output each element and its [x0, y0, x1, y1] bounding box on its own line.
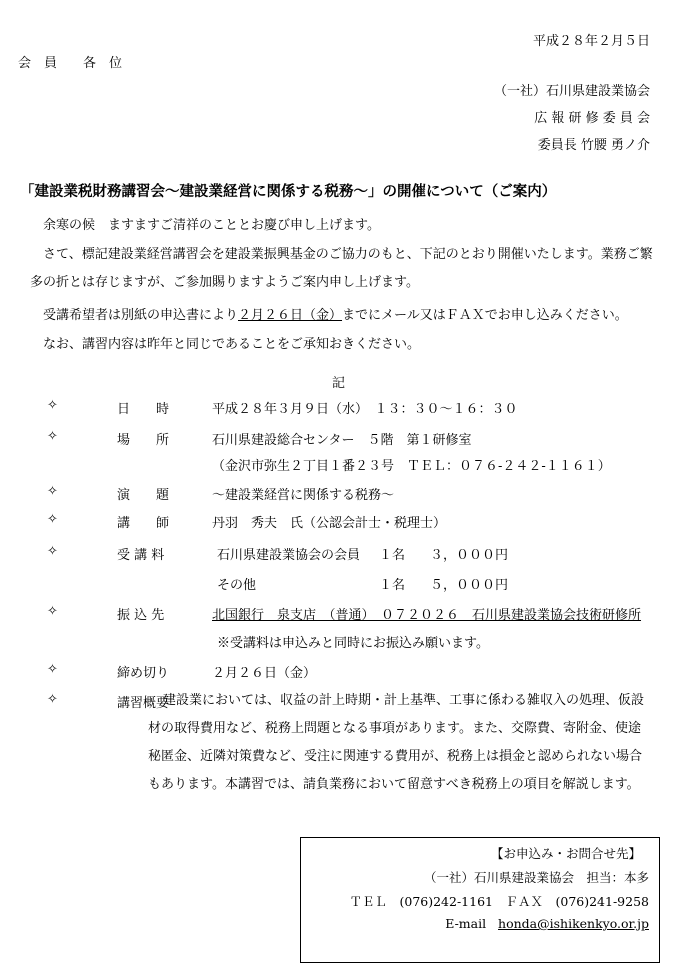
fee-member-count: １名: [379, 548, 406, 563]
email-link[interactable]: honda@ishikenkyo.or.jp: [498, 916, 649, 931]
bullet-icon: ✧: [47, 604, 58, 619]
lecturer-value: 丹羽 秀夫 氏（公認会計士・税理士）: [212, 516, 447, 531]
place-label: 場 所: [117, 433, 170, 448]
fee-label: 受 講 料: [117, 548, 165, 563]
bullet-icon: ✧: [47, 512, 58, 527]
bank-note: ※受講料は申込みと同時にお振込み願います。: [217, 636, 489, 651]
bullet-icon: ✧: [47, 484, 58, 499]
deadline-value: ２月２６日（金）: [212, 666, 317, 681]
contact-phone-fax: ＴＥＬ (076)242-1161 ＦＡＸ (076)241-9258: [349, 894, 649, 909]
row-lecturer: [47, 512, 447, 531]
datetime-value: 平成２８年３月９日（水） １３：３０～１６：３０: [212, 402, 518, 417]
row-fee-member: [47, 544, 509, 563]
row-bank: [47, 604, 642, 623]
application-paragraph: [30, 302, 655, 330]
fee-other-label: その他: [217, 578, 257, 593]
application-deadline: ２月２６日（金）: [238, 308, 343, 323]
contact-email-line: [445, 916, 649, 931]
bank-value: 北国銀行 泉支店 （普通） ０７２０２６ 石川県建設業協会技術研修所: [212, 608, 642, 623]
datetime-label: 日 時: [117, 402, 170, 417]
bullet-icon: ✧: [47, 429, 58, 444]
lecturer-label: 講 師: [117, 516, 170, 531]
contact-box: [300, 837, 660, 963]
ki-heading: 記: [332, 376, 346, 391]
recipient: 会 員 各 位: [18, 56, 123, 71]
fee-member-price: ３，０００円: [430, 548, 509, 563]
application-text-before: 受講希望者は別紙の申込書により: [43, 308, 239, 323]
row-overview: [47, 692, 170, 711]
overview-text: 建設業においては、収益の計上時期・計上基準、工事に係わる雑収入の処理、仮設材の取得費用など、税務上問題となる事項があります。また、交際費、寄附金、使途秘匿金、近隣対策費など、受注に関連する費用が、税務上は損金と認められない場合もあります。本講習では、請負業務において留意すべき税務上の項目を解説します。: [148, 693, 645, 792]
sender-chair: 委員長 竹腰 勇ノ介: [537, 138, 650, 153]
bullet-icon: ✧: [47, 692, 58, 707]
bullet-icon: ✧: [47, 398, 58, 413]
contact-org: （一社）石川県建設業協会 担当：本多: [423, 870, 649, 885]
place-value: 石川県建設総合センター ５階 第１研修室: [212, 433, 472, 448]
bullet-icon: ✧: [47, 544, 58, 559]
fee-other-count: １名: [379, 578, 406, 593]
fee-member-label: 石川県建設業協会の会員: [217, 548, 361, 563]
row-place: [47, 429, 472, 448]
intro-paragraph: さて、標記建設業経営講習会を建設業振興基金のご協力のもと、下記のとおり開催いたします。業務ご繁多の折とは存じますが、ご参加賜りますようご案内申し上げます。: [30, 247, 653, 290]
topic-label: 演 題: [117, 488, 170, 503]
deadline-label: 締め切り: [117, 666, 170, 681]
row-topic: [47, 484, 395, 503]
bank-label: 振 込 先: [117, 608, 165, 623]
fee-other-price: ５，０００円: [430, 578, 509, 593]
page-title: 「建設業税財務講習会～建設業経営に関係する税務～」の開催について（ご案内）: [20, 184, 557, 200]
topic-value: ～建設業経営に関係する税務～: [212, 488, 395, 503]
overview-label: 講習概要: [117, 696, 170, 711]
sender-committee: 広 報 研 修 委 員 会: [534, 111, 650, 126]
email-label: E-mail: [445, 916, 487, 931]
row-datetime: [47, 398, 518, 417]
application-text-after: までにメール又はＦＡＸでお申し込みください。: [342, 308, 628, 323]
sender-org: （一社）石川県建設業協会: [493, 84, 650, 99]
greeting-paragraph: 余寒の候 ますますご清祥のこととお慶び申し上げます。: [43, 218, 380, 233]
bullet-icon: ✧: [47, 662, 58, 677]
place-address: （金沢市弥生２丁目１番２３号 ＴＥＬ：０７６-２４２-１１６１）: [212, 459, 611, 474]
contact-heading: 【お申込み・お問合せ先】: [490, 846, 641, 861]
document-date: 平成２８年２月５日: [532, 34, 650, 49]
row-deadline: [47, 662, 317, 681]
notice-paragraph: なお、講習内容は昨年と同じであることをご承知おきください。: [43, 337, 421, 352]
